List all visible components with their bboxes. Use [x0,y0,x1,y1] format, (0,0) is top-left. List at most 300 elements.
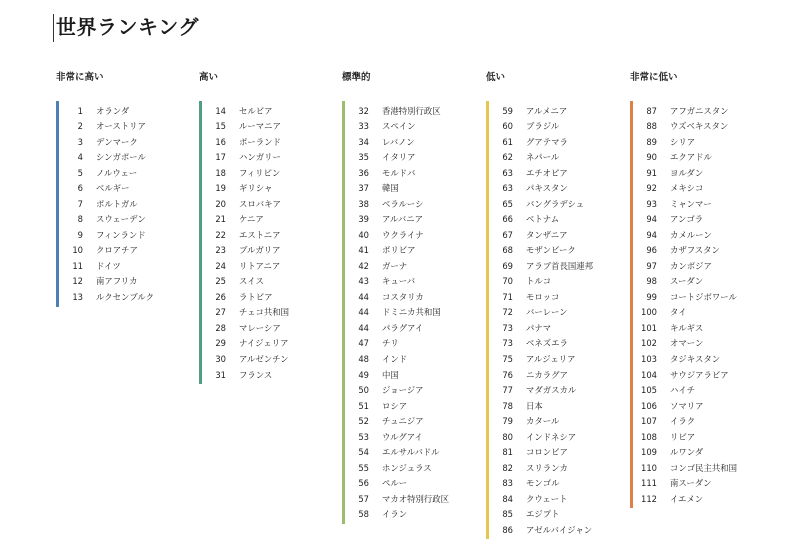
country-name: モルドバ [382,167,416,178]
rank-number: 85 [502,509,513,520]
country-name: オマーン [670,338,704,349]
country-name: スーダン [670,276,704,287]
country-name: コスタリカ [382,291,424,302]
list-item [633,475,737,491]
rank-number: 15 [215,121,226,132]
list-item [489,181,593,197]
list-item [489,460,593,476]
country-name: ウルグアイ [382,431,423,442]
country-name: パキスタン [526,183,568,194]
list-item [202,119,289,135]
ranking-column [630,72,780,504]
rank-number: 66 [502,214,513,225]
list-item [489,212,593,228]
rank-number: 87 [646,105,657,116]
list-item [202,320,289,336]
rank-number: 2 [77,121,83,132]
rank-number: 82 [502,462,513,473]
list-item [489,103,593,119]
rank-number: 112 [641,493,657,504]
rank-number: 39 [358,214,369,225]
country-name: カメルーン [670,229,712,240]
country-name: ナイジェリア [239,338,289,349]
country-name: フランス [239,369,273,380]
rank-number: 110 [641,462,657,473]
list-item [489,491,593,507]
country-name: アルジェリア [526,354,576,364]
list-item [345,351,449,367]
country-name: ケニア [239,214,264,225]
country-name: タンザニア [526,229,568,240]
rank-number: 33 [358,121,369,132]
rank-number: 10 [72,245,83,256]
rank-number: 8 [77,214,83,225]
rank-number: 72 [502,307,513,318]
rank-number: 22 [215,229,226,240]
rank-number: 19 [215,183,226,194]
country-name: ノルウェー [96,167,138,178]
country-name: ルーマニア [239,121,281,132]
country-name: アルメニア [526,105,568,116]
ranking-column [199,72,349,380]
country-name: カザフスタン [670,245,720,256]
rank-number: 47 [358,338,369,349]
list-item [633,382,737,398]
country-name: デンマーク [96,136,138,147]
list-item [345,181,449,197]
list-item [202,227,289,243]
list-item [489,475,593,491]
country-name: リビア [670,431,696,442]
country-name: マダガスカル [526,385,577,396]
rank-number: 94 [646,214,657,225]
country-name: スウェーデン [96,214,146,225]
rank-number: 13 [72,291,83,302]
rank-number: 92 [646,183,657,194]
country-name: タジキスタン [670,354,721,364]
country-name: エルサルバドル [382,447,440,458]
list-item [633,227,737,243]
list-item [345,429,449,445]
country-name: アフガニスタン [670,105,729,116]
list-item [59,103,154,119]
list-item [489,289,593,305]
country-name: スロバキア [239,198,281,209]
rank-number: 31 [215,369,226,380]
list-item [633,320,737,336]
list-item [345,413,449,429]
rank-number: 80 [502,431,513,442]
country-name: インドネシア [526,431,577,442]
rank-number: 7 [77,198,83,209]
country-name: ベトナム [526,214,560,225]
list-item [202,196,289,212]
list-item [489,227,593,243]
country-name: ブルガリア [239,245,281,256]
rank-number: 36 [358,167,369,178]
list-item [345,289,449,305]
country-name: ソマリア [670,400,704,411]
rank-number: 24 [215,260,226,271]
country-name: キューバ [382,276,416,287]
rank-number: 55 [358,462,369,473]
list-item [202,367,289,383]
country-name: イエメン [670,493,704,504]
country-name: オランダ [96,105,130,116]
list-item [633,491,737,507]
rank-number: 44 [358,307,369,318]
rank-number: 86 [502,524,513,535]
rank-number: 51 [358,400,369,411]
country-name: 日本 [526,400,543,411]
list-item [202,289,289,305]
list-item [202,181,289,197]
list-item [59,181,154,197]
list-item [345,119,449,135]
list-item [59,258,154,274]
rank-number: 44 [358,322,369,333]
country-name: メキシコ [670,183,704,194]
country-name: グアテマラ [526,136,568,147]
country-name: 香港特別行政区 [382,105,441,116]
rank-number: 41 [358,245,369,256]
rank-number: 12 [72,276,83,287]
list-item [633,429,737,445]
list-item [633,258,737,274]
country-name: ドイツ [96,260,121,271]
list-item [633,181,737,197]
rank-number: 73 [502,338,513,349]
list-item [489,429,593,445]
list-item [345,460,449,476]
rank-number: 81 [502,447,513,458]
list-item [489,506,593,522]
list-item [489,243,593,259]
list-item [633,196,737,212]
list-item [489,398,593,414]
rank-number: 26 [215,291,226,302]
rank-number: 42 [358,260,369,271]
country-name: シンガポール [96,152,146,163]
country-name: ポルトガル [96,198,138,209]
country-name: コートジボワール [670,291,737,302]
list-item [345,258,449,274]
list-item [59,212,154,228]
country-name: カンボジア [670,260,712,271]
country-name: スリランカ [526,462,568,473]
country-name: ベルギー [96,183,130,194]
column-heading: 低い [486,72,506,83]
rank-number: 75 [502,354,513,364]
list-item [202,336,289,352]
rank-number: 73 [502,322,513,333]
rank-number: 104 [641,369,657,380]
country-name: ヨルダン [670,167,704,178]
country-name: アルバニア [382,214,423,225]
country-name: モロッコ [526,291,560,302]
rank-number: 54 [358,447,369,458]
list-item [345,150,449,166]
rank-number: 17 [215,152,226,163]
country-name: タイ [670,307,687,318]
list-item [489,274,593,290]
rank-number: 27 [215,307,226,318]
country-name: フィリピン [239,167,281,178]
rank-number: 11 [72,260,83,271]
rank-number: 1 [77,105,83,116]
ranking-column [342,72,492,520]
list-item [345,274,449,290]
country-name: チリ [382,338,399,349]
country-name: モンゴル [526,478,560,489]
list-item [489,305,593,321]
country-name: エクアドル [670,152,712,163]
list-item [345,212,449,228]
country-name: インド [382,354,408,364]
list-item [345,227,449,243]
list-item [202,258,289,274]
country-name: マカオ特別行政区 [382,493,449,504]
rank-number: 9 [77,229,83,240]
country-name: クウェート [526,493,568,504]
country-name: 南スーダン [670,478,712,489]
country-name: ラトビア [239,291,273,302]
list-item [59,119,154,135]
country-name: ブラジル [526,121,560,132]
rank-number: 4 [77,152,83,163]
list-item [345,382,449,398]
list-item [202,305,289,321]
country-name: ドミニカ共和国 [382,307,441,318]
list-item [633,243,737,259]
list-item [489,320,593,336]
rank-number: 76 [502,369,513,380]
rank-number: 109 [641,447,657,458]
country-name: ウクライナ [382,229,424,240]
rank-number: 29 [215,338,226,349]
list-item [59,165,154,181]
country-name: ベネズエラ [526,338,568,349]
list-item [489,119,593,135]
column-heading: 標準的 [342,72,371,83]
list-item [489,351,593,367]
country-name: キルギス [670,322,704,333]
rank-number: 44 [358,291,369,302]
rank-number: 70 [502,276,513,287]
rank-number: 88 [646,121,657,132]
rank-number: 105 [641,385,657,396]
rank-number: 100 [641,307,657,318]
list-item [633,289,737,305]
list-item [345,491,449,507]
rank-number: 30 [215,354,226,364]
country-name: モザンビーク [526,245,576,256]
country-name: カタール [526,416,560,427]
country-name: ウズベキスタン [670,121,729,132]
rank-number: 49 [358,369,369,380]
column-heading: 非常に低い [630,72,678,83]
country-name: ギリシャ [239,183,273,194]
list-item [633,165,737,181]
country-name: フィンランド [96,229,146,240]
list-item [202,103,289,119]
rank-number: 71 [502,291,513,302]
list-item [345,134,449,150]
list-item [489,165,593,181]
list-item [489,382,593,398]
rank-number: 68 [502,245,513,256]
rank-number: 78 [502,400,513,411]
list-item [345,320,449,336]
list-item [633,336,737,352]
ranking-list [630,101,737,508]
country-name: ハンガリー [239,152,281,163]
country-name: エチオピア [526,167,568,178]
country-name: アゼルバイジャン [526,524,593,535]
rank-number: 5 [77,167,83,178]
list-item [633,413,737,429]
list-item [345,475,449,491]
list-item [633,134,737,150]
rank-number: 62 [502,152,513,163]
country-name: ホンジュラス [382,462,432,473]
rank-number: 32 [358,105,369,116]
list-item [202,351,289,367]
list-item [633,398,737,414]
list-item [202,134,289,150]
list-item [489,150,593,166]
rank-number: 20 [215,198,226,209]
country-name: コンゴ民主共和国 [670,462,737,473]
list-item [489,134,593,150]
country-name: 南アフリカ [96,276,138,287]
rank-number: 50 [358,385,369,396]
rank-number: 34 [358,136,369,147]
rank-number: 84 [502,493,513,504]
list-item [489,522,593,538]
country-name: スイス [239,276,264,287]
rank-number: 101 [641,322,657,333]
rank-number: 63 [502,183,513,194]
country-name: ジョージア [382,385,424,396]
rank-number: 3 [77,136,83,147]
rank-number: 83 [502,478,513,489]
country-name: ルクセンブルク [96,291,154,302]
country-name: コロンビア [526,447,568,458]
rank-number: 37 [358,183,369,194]
country-name: トルコ [526,276,552,287]
country-name: アルゼンチン [239,354,289,364]
list-item [489,336,593,352]
rank-number: 60 [502,121,513,132]
country-name: オーストリア [96,121,146,132]
list-item [633,305,737,321]
rank-number: 40 [358,229,369,240]
list-item [345,165,449,181]
rank-number: 58 [358,509,369,520]
country-name: ペルー [382,478,408,489]
list-item [202,243,289,259]
rank-number: 107 [641,416,657,427]
country-name: アラブ首長国連邦 [526,260,593,271]
country-name: 中国 [382,369,399,380]
list-item [345,336,449,352]
rank-number: 79 [502,416,513,427]
rank-number: 25 [215,276,226,287]
list-item [633,367,737,383]
list-item [633,150,737,166]
country-name: セルビア [239,105,273,116]
list-item [345,103,449,119]
page-title: 世界ランキング [56,15,199,39]
list-item [345,398,449,414]
rank-number: 94 [646,229,657,240]
rank-number: 21 [215,214,226,225]
list-item [633,351,737,367]
country-name: アンゴラ [670,214,704,225]
list-item [489,258,593,274]
rank-number: 102 [641,338,657,349]
rank-number: 93 [646,198,657,209]
list-item [345,444,449,460]
list-item [345,243,449,259]
country-name: スペイン [382,121,416,132]
country-name: ニカラグア [526,369,568,380]
rank-number: 52 [358,416,369,427]
text-cursor [53,14,54,42]
ranking-column [56,72,206,302]
country-name: イラク [670,416,696,427]
ranking-list [486,101,593,539]
rank-number: 91 [646,167,657,178]
country-name: エジプト [526,509,560,520]
list-item [345,506,449,522]
rank-number: 57 [358,493,369,504]
rank-number: 38 [358,198,369,209]
country-name: 韓国 [382,183,399,194]
rank-number: 77 [502,385,513,396]
list-item [489,413,593,429]
rank-number: 69 [502,260,513,271]
list-item [345,196,449,212]
country-name: エストニア [239,229,281,240]
list-item [489,367,593,383]
rank-number: 63 [502,167,513,178]
country-name: ルワンダ [670,447,704,458]
list-item [633,460,737,476]
country-name: ガーナ [382,260,408,271]
rank-number: 103 [641,354,657,364]
list-item [489,196,593,212]
rank-number: 43 [358,276,369,287]
rank-number: 16 [215,136,226,147]
rank-number: 111 [641,478,657,489]
country-name: リトアニア [239,260,281,271]
rank-number: 106 [641,400,657,411]
rank-number: 59 [502,105,513,116]
rank-number: 28 [215,322,226,333]
country-name: マレーシア [239,322,281,333]
ranking-list [342,101,449,524]
rank-number: 90 [646,152,657,163]
rank-number: 18 [215,167,226,178]
country-name: シリア [670,136,696,147]
list-item [202,150,289,166]
list-item [59,150,154,166]
rank-number: 67 [502,229,513,240]
rank-number: 97 [646,260,657,271]
country-name: ボリビア [382,245,416,256]
